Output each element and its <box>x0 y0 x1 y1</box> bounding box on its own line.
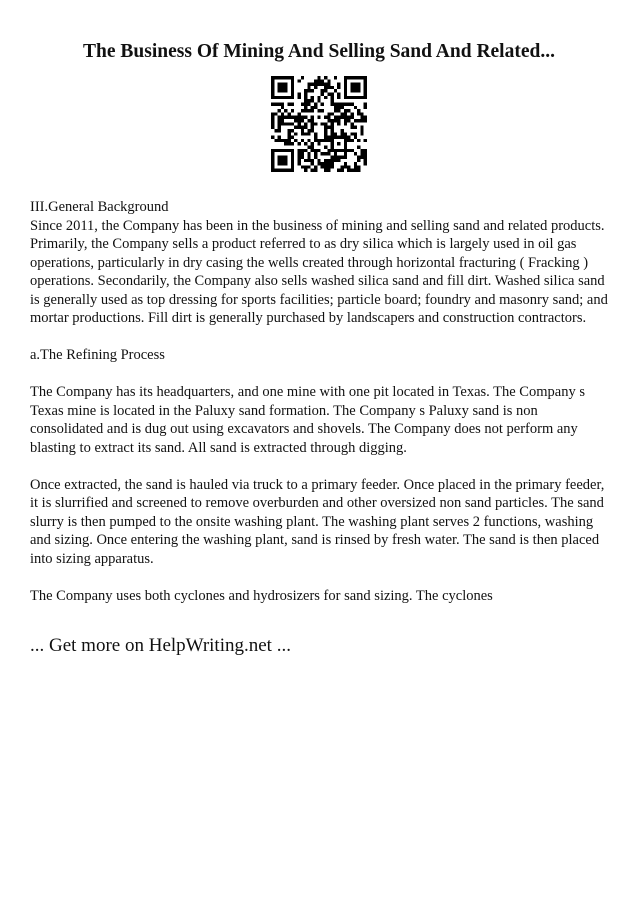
paragraph-headquarters: The Company has its headquarters, and one mine with one pit located in Texas. The Company s Texas mine is located in the Paluxy sand formation. The Company s Paluxy sand is non consolidated and is dug out using excavators and shovels. The Company does not perform any blasting to extract its sand. All sand is extracted through digging. <box>30 384 585 456</box>
qr-code-graphic <box>271 76 367 172</box>
qr-code-icon <box>271 76 367 172</box>
page-title: The Business Of Mining And Selling Sand And Related... <box>83 41 555 62</box>
paragraph-general-background: III.General Background Since 2011, the Company has been in the business of mining and selling sand and related products. Primarily, the Company sells a product referred to as dry silica which is largely used in oil gas operations, particularly in dry casing the wells created through horizontal fracturing ( Fracking ) operations. Secondarily, the Company also sells washed silica sand and fill dirt. Washed silica sand is generally used as top dressing for sports facilities; particle board; foundry and masonry sand; and mortar productions. Fill dirt is generally purchased by landscapers and construction contractors. <box>30 199 608 326</box>
paragraph-refining-heading: a.The Refining Process <box>30 347 165 363</box>
document-body <box>30 198 608 605</box>
paragraph-sizing: The Company uses both cyclones and hydrosizers for sand sizing. The cyclones <box>30 587 493 604</box>
get-more-link[interactable]: ... Get more on HelpWriting.net ... <box>30 634 291 656</box>
paragraph-extraction: Once extracted, the sand is hauled via truck to a primary feeder. Once placed in the primary feeder, it is slurrified and screened to remove overburden and other oversized non sand particles. The sand slurry is then pumped to the onsite washing plant. The washing plant serves 2 functions, washing and sizing. Once entering the washing plant, sand is rinsed by fresh water. The sand is then placed into sizing apparatus. <box>30 476 605 567</box>
